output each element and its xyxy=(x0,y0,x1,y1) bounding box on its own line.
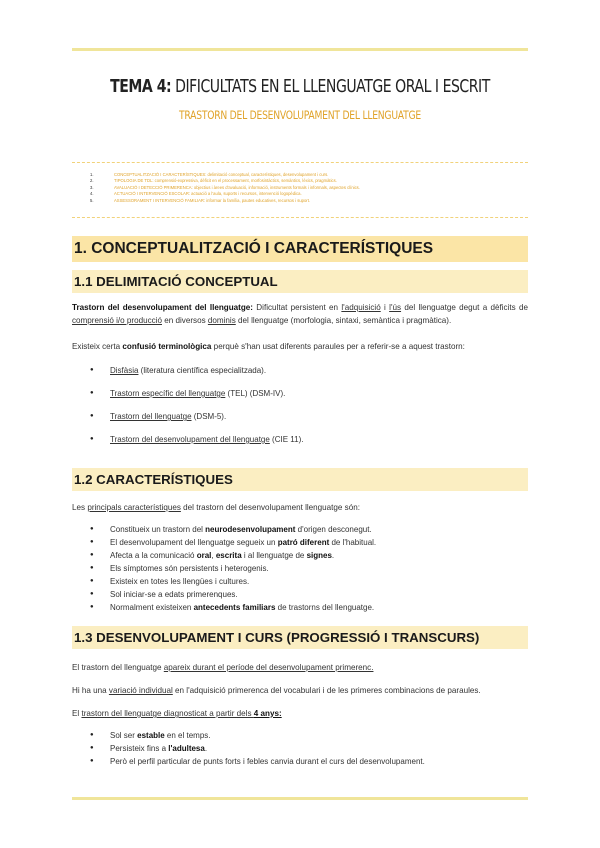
list-item: ● Trastorn del desenvolupament del llenguatge (CIE 11). xyxy=(90,433,510,456)
list-item: ● Constitueix un trastorn del neurodesenvolupament d'origen desconegut. xyxy=(90,523,510,536)
page-title: TEMA 4: DIFICULTATS EN EL LLENGUATGE ORAL I ESCRIT xyxy=(110,76,490,97)
diagnosis-paragraph: El trastorn del llenguatge diagnosticat a partir dels 4 anys: xyxy=(72,709,282,718)
characteristics-intro: Les principals característiques del trastorn del desenvolupament llenguatge són: xyxy=(72,503,360,512)
toc-item: 1. CONCEPTUALITZACIÓ I CARACTERÍSTIQUES: delimitació conceptual, característiques, desenvolupament i curs. xyxy=(90,172,329,177)
table-of-contents xyxy=(90,172,528,204)
toc-top-divider xyxy=(72,162,528,163)
toc-item: 4. ACTUACIÓ I INTERVENCIÓ ESCOLAR: actuació a l'aula, suports i recursos, intervenció logopèdica. xyxy=(90,191,302,197)
diagnosis-list xyxy=(90,729,510,768)
list-item: ● Trastorn específic del llenguatge (TEL) (DSM-IV). xyxy=(90,387,510,410)
list-item: ● Però el perfil particular de punts forts i febles canvia durant el curs del desenvolupament. xyxy=(90,755,510,768)
definition-paragraph: Trastorn del desenvolupament del llenguatge: Dificultat persistent en l'adquisició i l'ús del llenguatge degut a dèficits de comprensió i/o producció en diversos dominis del llenguatge (morfologia, sintaxi, semàntica i pragmàtica). xyxy=(72,303,529,325)
section-heading-1: 1. CONCEPTUALITZACIÓ I CARACTERÍSTIQUES xyxy=(72,236,528,262)
list-item: ● El desenvolupament del llenguatge segueix un patró diferent de l'habitual. xyxy=(90,536,510,549)
list-item: ● Afecta a la comunicació oral, escrita i al llenguatge de signes. xyxy=(90,549,510,562)
list-item: ● Sol iniciar-se a edats primerenques. xyxy=(90,588,510,601)
list-item: ● Persisteix fins a l'adultesa. xyxy=(90,742,510,755)
list-item: ● Trastorn del llenguatge (DSM-5). xyxy=(90,410,510,433)
section-heading-1-1: 1.1 DELIMITACIÓ CONCEPTUAL xyxy=(72,270,528,293)
characteristics-list xyxy=(90,523,510,614)
toc-item: 5. ASSESSORAMENT I INTERVENCIÓ FAMILIAR: informar la família, pautes educatives, recursos i suport. xyxy=(90,197,311,203)
section-heading-1-3: 1.3 DESENVOLUPAMENT I CURS (PROGRESSIÓ I TRANSCURS) xyxy=(72,626,528,649)
variation-paragraph: Hi ha una variació individual en l'adquisició primerenca del vocabulari i de les primeres combinacions de paraules. xyxy=(72,686,481,695)
toc-bottom-divider xyxy=(72,217,528,218)
section-heading-1-2: 1.2 CARACTERÍSTIQUES xyxy=(72,468,528,491)
toc-item: 2. TIPOLOGIA DE TDL: comprensió-expressiva, dèficit en el processament, morfosintàctics, semàntics, lèxics, pragmàtics. xyxy=(90,178,337,184)
terminology-list xyxy=(90,364,510,456)
list-item: ● Sol ser estable en el temps. xyxy=(90,729,510,742)
list-item: ● Els símptomes són persistents i heterogenis. xyxy=(90,562,510,575)
bottom-rule xyxy=(72,797,528,800)
top-rule xyxy=(72,48,528,51)
list-item: ● Disfàsia (literatura científica especialitzada). xyxy=(90,364,510,387)
terminology-paragraph: Existeix certa confusió terminològica perquè s'han usat diferents paraules per a referir-se a aquest trastorn: xyxy=(72,342,465,351)
toc-item: 3. AVALUACIÓ I DETECCIÓ PRIMERENCA: objectius i àrees d'avaluació, informació, instruments formals i informals, aspectes clínics. xyxy=(90,184,360,190)
list-item: ● Normalment existeixen antecedents familiars de trastorns del llenguatge. xyxy=(90,601,510,614)
page-subtitle: TRASTORN DEL DESENVOLUPAMENT DEL LLENGUATGE xyxy=(179,108,421,122)
list-item: ● Existeix en totes les llengües i cultures. xyxy=(90,575,510,588)
onset-paragraph: El trastorn del llenguatge apareix durant el període del desenvolupament primerenc. xyxy=(72,663,374,672)
